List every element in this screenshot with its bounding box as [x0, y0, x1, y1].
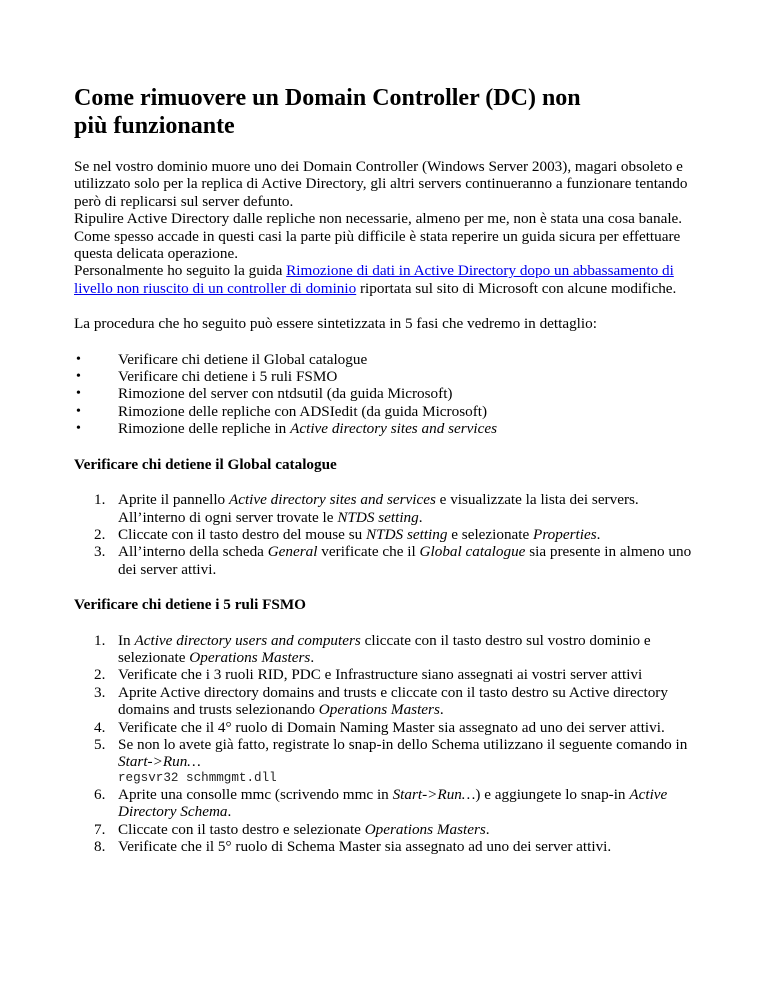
list-item: • Verificare chi detiene i 5 ruli FSMO: [118, 368, 704, 385]
section-heading-fsmo: Verificare chi detiene i 5 ruli FSMO: [74, 596, 306, 614]
global-catalogue-steps: [74, 491, 704, 578]
list-item: 3. All’interno della scheda General verificate che il Global catalogue sia presente in almeno uno dei server attivi.: [94, 543, 692, 578]
list-item: 1. Aprite il pannello Active directory sites and services e visualizzate la lista dei servers. All’interno di ogni server trovate le NTDS setting.: [94, 491, 639, 526]
phases-list: [74, 351, 704, 438]
procedure-intro: La procedura che ho seguito può essere sintetizzata in 5 fasi che vedremo in dettaglio:: [74, 315, 597, 333]
list-item: 3. Aprite Active directory domains and trusts e cliccate con il tasto destro su Active directory domains and trusts selezionando Operations Masters.: [94, 683, 668, 719]
list-item: • Rimozione del server con ntdsutil (da guida Microsoft): [118, 385, 704, 402]
list-item: 8. Verificate che il 5° ruolo di Schema Master sia assegnato ad uno dei server attivi.: [94, 838, 612, 855]
microsoft-guide-link[interactable]: Rimozione di dati in Active Directory dopo un abbassamento di livello non riuscito di un controller di dominio: [74, 262, 674, 297]
list-item: 7. Cliccate con il tasto destro e selezionate Operations Masters.: [94, 820, 490, 838]
section-heading-global-catalogue: Verificare chi detiene il Global catalogue: [74, 455, 337, 473]
list-item: 6. Aprite una consolle mmc (scrivendo mmc in Start->Run…) e aggiungete lo snap-in Active Directory Schema.: [94, 785, 668, 821]
intro-text-3: Personalmente ho seguito la guida Rimozione di dati in Active Directory dopo un abbassamento di livello non riuscito di un controller di dominio riportata sul sito di Microsoft con alcune modifiche.: [74, 262, 677, 297]
intro-paragraph: [74, 158, 704, 297]
intro-text-2: Ripulire Active Directory dalle repliche non necessarie, almeno per me, non è stata una cosa banale. Come spesso accade in questi casi la parte più difficile è stata reperire un guida sicura per effettuare questa delicata operazione.: [74, 210, 683, 263]
list-item: 2. Verificate che i 3 ruoli RID, PDC e Infrastructure siano assegnati ai vostri server attivi: [94, 666, 643, 684]
page-title: Come rimuovere un Domain Controller (DC) non più funzionante: [74, 85, 581, 139]
intro-text-1: Se nel vostro dominio muore uno dei Domain Controller (Windows Server 2003), magari obsoleto e utilizzato solo per la replica di Active Directory, gli altri servers continueranno a funzionare tentando però di replicarsi sul server defunto.: [74, 158, 688, 210]
fsmo-steps: [74, 632, 704, 856]
list-item: • Rimozione delle repliche con ADSIedit (da guida Microsoft): [118, 403, 704, 420]
code-snippet: regsvr32 schmmgmt.dll: [118, 770, 277, 785]
list-item: 1. In Active directory users and computers cliccate con il tasto destro sul vostro dominio e selezionate Operations Masters.: [94, 631, 651, 666]
list-item: 5. Se non lo avete già fatto, registrate lo snap-in dello Schema utilizzano il seguente comando in Start->Run… regsvr32 schmmgmt.dll: [118, 736, 704, 786]
list-item: • Verificare chi detiene il Global catalogue: [118, 351, 704, 368]
list-item: 2. Cliccate con il tasto destro del mouse su NTDS setting e selezionate Properties.: [94, 525, 601, 543]
list-item: 4. Verificate che il 4° ruolo di Domain Naming Master sia assegnato ad uno dei server attivi.: [94, 718, 665, 736]
list-item: • Rimozione delle repliche in Active directory sites and services: [118, 420, 704, 437]
document-page: [74, 84, 704, 873]
